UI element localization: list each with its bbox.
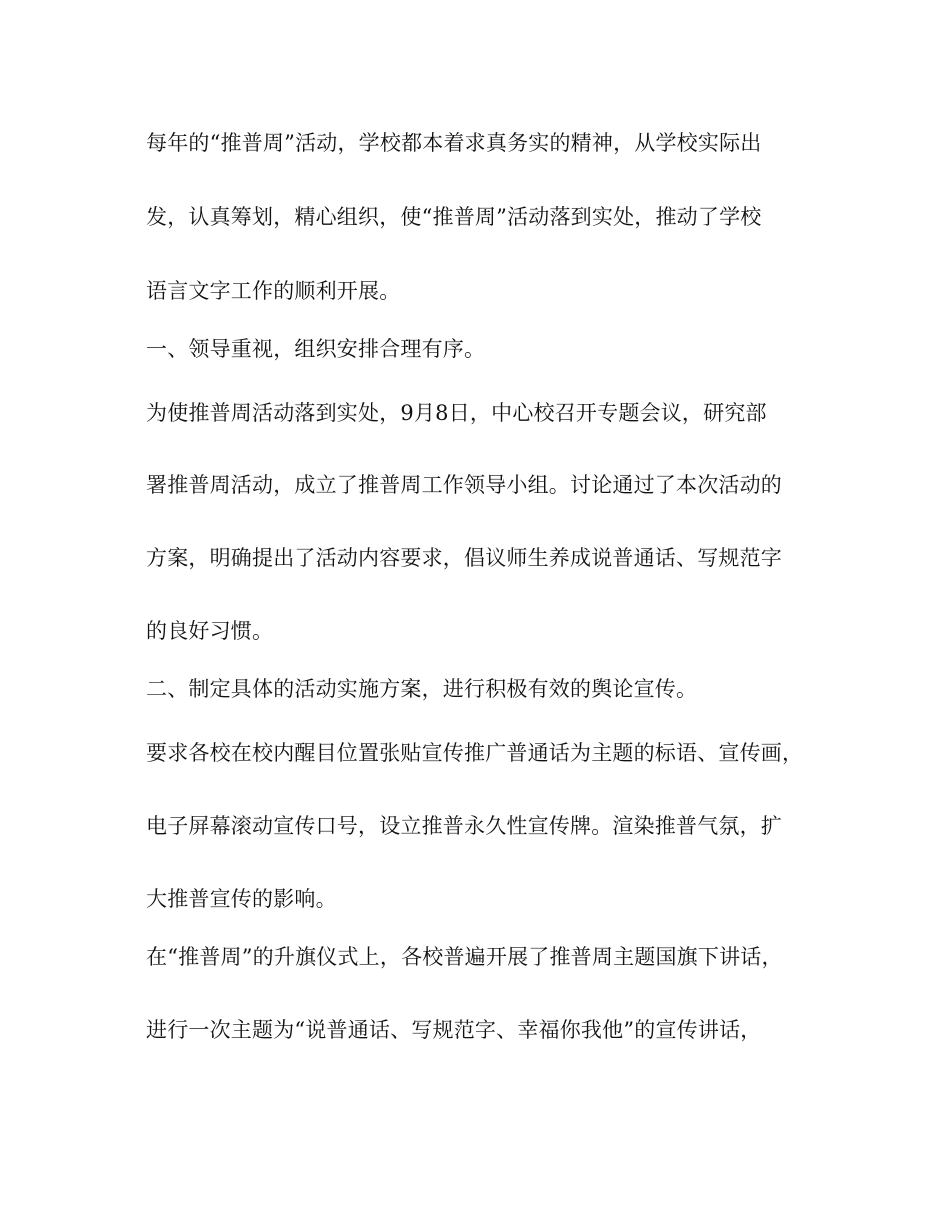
paragraph-line: 在“推普周”的升旗仪式上，各校普遍开展了推普周主题国旗下讲话， (146, 945, 783, 969)
paragraph-line: 署推普周活动，成立了推普周工作领导小组。讨论通过了本次活动的 (146, 473, 782, 497)
paragraph-line: 进行一次主题为“说普通话、写规范字、幸福你我他”的宣传讲话， (146, 1018, 762, 1042)
paragraph-line: 的良好习惯。 (146, 619, 274, 643)
paragraph-line: 语言文字工作的顺利开展。 (146, 279, 401, 303)
paragraph-line: 方案，明确提出了活动内容要求，倡议师生养成说普通话、写规范字 (146, 546, 782, 570)
paragraph-line: 大推普宣传的影响。 (146, 887, 337, 911)
paragraph-line: 发，认真筹划，精心组织，使“推普周”活动落到实处，推动了学校 (146, 205, 762, 229)
section-heading: 二、制定具体的活动实施方案，进行积极有效的舆论宣传。 (146, 677, 698, 701)
paragraph-line: 电子屏幕滚动宣传口号，设立推普永久性宣传牌。渲染推普气氛，扩 (146, 814, 782, 838)
paragraph-line: 每年的“推普周”活动，学校都本着求真务实的精神，从学校实际出 (146, 131, 762, 155)
paragraph-line: 要求各校在校内醒目位置张贴宣传推广普通话为主题的标语、宣传画， (146, 741, 804, 765)
paragraph-line: 为使推普周活动落到实处，9月8日，中心校召开专题会议，研究部 (146, 401, 767, 425)
section-heading: 一、领导重视，组织安排合理有序。 (146, 337, 486, 361)
